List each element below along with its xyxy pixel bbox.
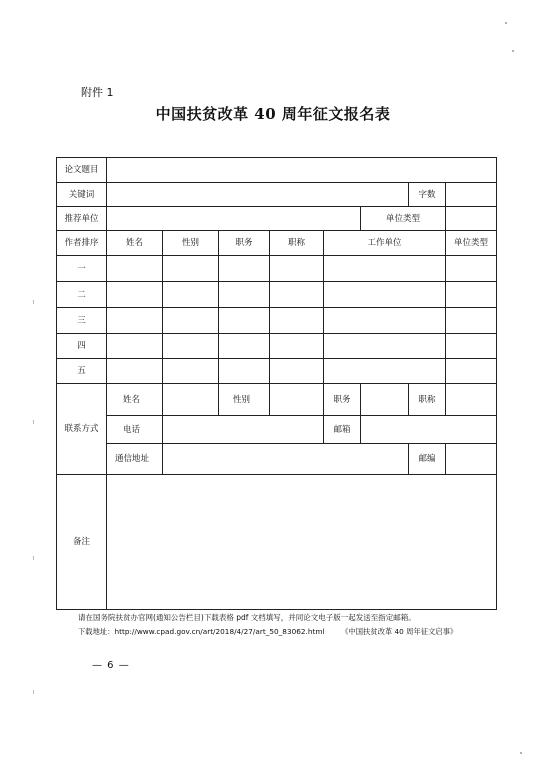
contact-phone-field[interactable]	[163, 416, 324, 444]
author-title-field[interactable]	[270, 334, 324, 359]
author-title-field[interactable]	[270, 282, 324, 308]
author-name-field[interactable]	[107, 308, 163, 334]
author-workplace-field[interactable]	[324, 256, 446, 282]
footer-download-line	[78, 627, 457, 637]
author-gender-field[interactable]	[163, 256, 219, 282]
author-title-field[interactable]	[270, 359, 324, 384]
download-address[interactable]: 下载地址：http://www.cpad.gov.cn/art/2018/4/27/art_50_83062.html	[78, 627, 325, 636]
annex-label: 附件 1	[81, 86, 114, 99]
contact-section-label: 联系方式	[57, 384, 107, 475]
author-unit-type-field[interactable]	[446, 282, 497, 308]
keywords-row	[57, 183, 497, 207]
author-header-row	[57, 231, 497, 256]
author-workplace-field[interactable]	[324, 308, 446, 334]
footer-instruction: 请在国务院扶贫办官网(通知公告栏目)下载表格 pdf 文档填写，并同论文电子版一起发送至指定邮箱。	[78, 613, 416, 622]
registration-form-table	[56, 157, 497, 610]
contact-phone-row	[57, 416, 497, 444]
unit-type-field[interactable]	[446, 207, 497, 231]
author-unit-type-field[interactable]	[446, 334, 497, 359]
page-number: — 6 —	[92, 660, 130, 671]
author-name-field[interactable]	[107, 256, 163, 282]
unit-type-label: 单位类型	[361, 207, 446, 231]
author-name-header: 姓名	[107, 231, 163, 256]
author-gender-field[interactable]	[163, 282, 219, 308]
contact-title-label: 职称	[409, 384, 446, 416]
author-order-header: 作者排序	[57, 231, 107, 256]
author-name-field[interactable]	[107, 359, 163, 384]
author-workplace-field[interactable]	[324, 359, 446, 384]
recommending-unit-field[interactable]	[107, 207, 361, 231]
author-order-label: 五	[57, 359, 107, 384]
author-title-field[interactable]	[270, 308, 324, 334]
word-count-label: 字数	[409, 183, 446, 207]
remarks-field[interactable]	[107, 475, 497, 610]
paper-title-field[interactable]	[107, 158, 497, 183]
recommending-unit-label: 推荐单位	[57, 207, 107, 231]
binding-mark	[33, 300, 34, 304]
contact-email-field[interactable]	[361, 416, 497, 444]
form-title: 中国扶贫改革 40 周年征文报名表	[155, 105, 391, 123]
contact-address-label: 通信地址	[107, 444, 163, 475]
scan-speck	[512, 50, 514, 52]
author-position-field[interactable]	[219, 359, 270, 384]
scan-speck	[505, 22, 507, 24]
author-position-field[interactable]	[219, 282, 270, 308]
remarks-row	[57, 475, 497, 610]
author-row	[57, 256, 497, 282]
author-gender-header: 性别	[163, 231, 219, 256]
contact-name-field[interactable]	[163, 384, 219, 416]
contact-postcode-field[interactable]	[446, 444, 497, 475]
binding-mark	[33, 556, 34, 560]
author-unit-type-field[interactable]	[446, 359, 497, 384]
author-row	[57, 359, 497, 384]
author-position-field[interactable]	[219, 334, 270, 359]
keywords-field[interactable]	[107, 183, 409, 207]
contact-gender-label: 性别	[219, 384, 270, 416]
contact-postcode-label: 邮编	[409, 444, 446, 475]
author-gender-field[interactable]	[163, 334, 219, 359]
paper-title-label: 论文题目	[57, 158, 107, 183]
author-position-header: 职务	[219, 231, 270, 256]
author-title-field[interactable]	[270, 256, 324, 282]
author-workplace-field[interactable]	[324, 334, 446, 359]
author-position-field[interactable]	[219, 308, 270, 334]
author-unit-type-field[interactable]	[446, 256, 497, 282]
author-workplace-header: 工作单位	[324, 231, 446, 256]
author-workplace-field[interactable]	[324, 282, 446, 308]
author-row	[57, 282, 497, 308]
remarks-label: 备注	[57, 475, 107, 610]
author-order-label: 三	[57, 308, 107, 334]
author-row	[57, 334, 497, 359]
word-count-field[interactable]	[446, 183, 497, 207]
binding-mark	[33, 420, 34, 424]
contact-name-row	[57, 384, 497, 416]
author-order-label: 一	[57, 256, 107, 282]
scan-speck	[520, 752, 522, 754]
author-order-label: 四	[57, 334, 107, 359]
contact-address-row	[57, 444, 497, 475]
contact-address-field[interactable]	[163, 444, 409, 475]
author-unit-type-header: 单位类型	[446, 231, 497, 256]
contact-email-label: 邮箱	[324, 416, 361, 444]
contact-position-field[interactable]	[361, 384, 409, 416]
author-name-field[interactable]	[107, 282, 163, 308]
contact-title-field[interactable]	[446, 384, 497, 416]
keywords-label: 关键词	[57, 183, 107, 207]
contact-phone-label: 电话	[107, 416, 163, 444]
contact-position-label: 职务	[324, 384, 361, 416]
paper-title-row	[57, 158, 497, 183]
recommending-unit-row	[57, 207, 497, 231]
download-source: 《中国扶贫改革 40 周年征文启事》	[341, 627, 458, 636]
author-gender-field[interactable]	[163, 359, 219, 384]
author-unit-type-field[interactable]	[446, 308, 497, 334]
author-name-field[interactable]	[107, 334, 163, 359]
author-title-header: 职称	[270, 231, 324, 256]
binding-mark	[33, 690, 34, 694]
contact-gender-field[interactable]	[270, 384, 324, 416]
contact-name-label: 姓名	[107, 384, 163, 416]
author-gender-field[interactable]	[163, 308, 219, 334]
author-row	[57, 308, 497, 334]
author-order-label: 二	[57, 282, 107, 308]
author-position-field[interactable]	[219, 256, 270, 282]
